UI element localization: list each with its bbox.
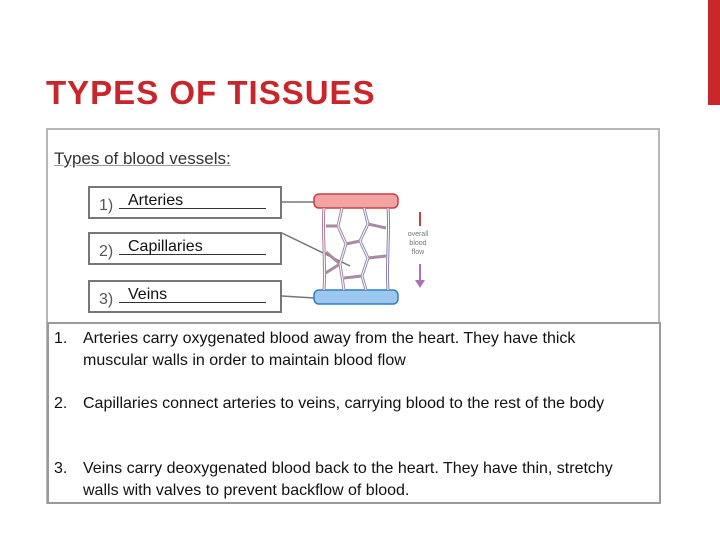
label-number: 3) (99, 291, 114, 308)
vein-vessel (314, 290, 398, 304)
label-box-veins (88, 280, 282, 313)
label-number: 1) (99, 197, 114, 214)
capillary-network (323, 208, 388, 290)
flow-label-line: overall (407, 231, 429, 238)
figure-heading: Types of blood vessels: (54, 149, 231, 168)
note-number: 3. (54, 460, 68, 477)
artery-vessel (314, 194, 398, 208)
note-capillaries (54, 393, 644, 415)
flow-arrow-head (415, 280, 425, 288)
label-box-capillaries (88, 232, 282, 265)
label-answer: Veins (128, 286, 168, 303)
label-box-arteries (88, 186, 282, 219)
slide-title: TYPES OF TISSUES (46, 74, 376, 111)
accent-bar (708, 0, 720, 105)
blood-vessel-diagram (282, 186, 442, 316)
note-text: Veins carry deoxygenated blood back to the heart. They have thin, stretchy walls with valves to prevent backflow of blood. (83, 460, 613, 499)
label-number: 2) (99, 243, 114, 260)
note-arteries (54, 328, 644, 372)
flow-label-line: flow (411, 249, 425, 256)
note-number: 2. (54, 395, 68, 412)
flow-label-line: blood (409, 240, 427, 247)
note-number: 1. (54, 330, 68, 347)
pointer-line-vein (282, 296, 314, 298)
note-text: Capillaries connect arteries to veins, carrying blood to the rest of the body (83, 395, 605, 412)
note-text: Arteries carry oxygenated blood away from the heart. They have thick muscular walls in order to maintain blood flow (83, 330, 576, 369)
label-answer: Capillaries (128, 238, 203, 255)
label-answer: Arteries (128, 192, 184, 209)
note-veins (54, 458, 644, 502)
